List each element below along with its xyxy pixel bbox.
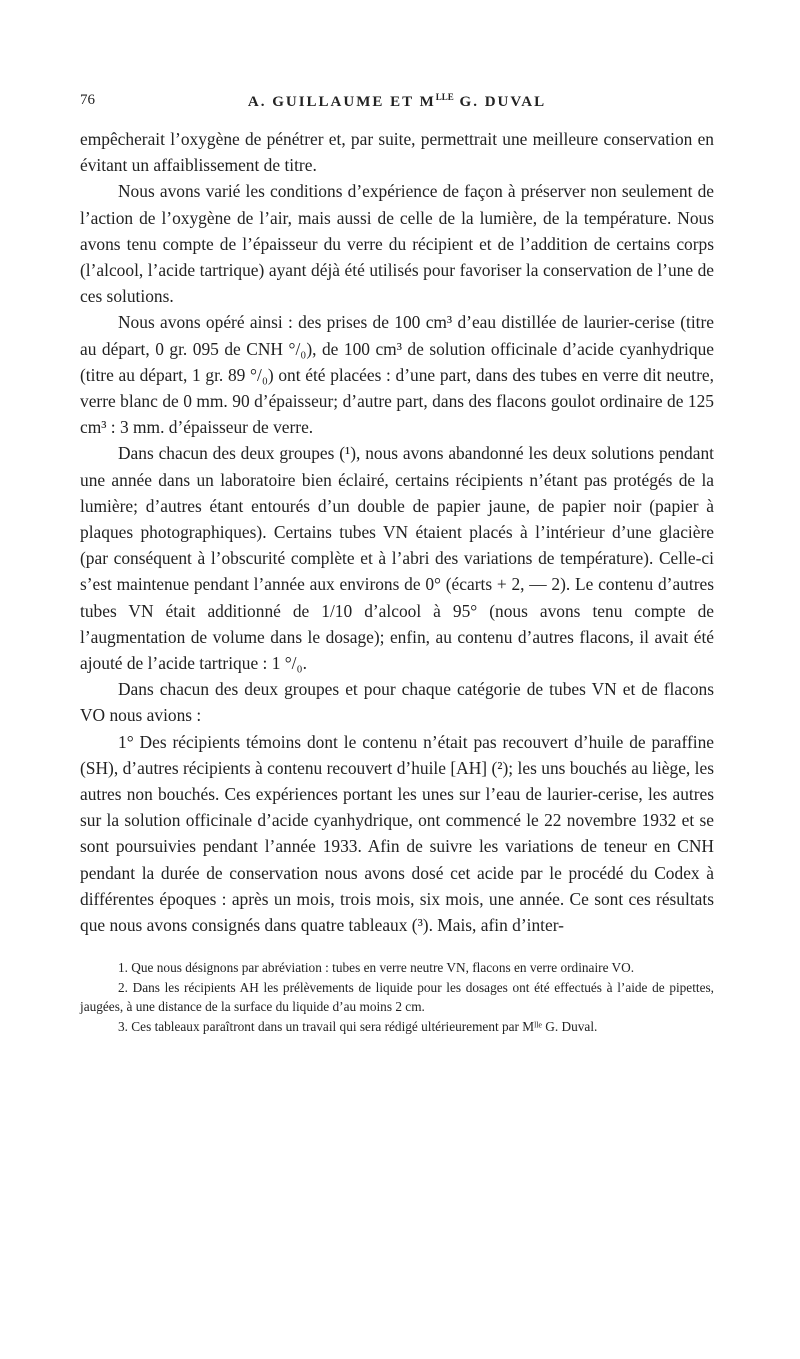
paragraph: empêcherait l’oxygène de pénétrer et, par suite, permettrait une meilleure conservation en évitant un affaiblissement de titre.	[80, 129, 714, 176]
footnote: 3. Ces tableaux paraîtront dans un travail qui sera rédigé ultérieurement par Mˡˡᵉ G. Duval.	[118, 1019, 598, 1035]
page	[80, 92, 714, 1037]
paragraph: Dans chacun des deux groupes (¹), nous avons abandonné les deux solutions pendant une année dans un laboratoire bien éclairé, certains récipients n’étant pas protégés de la lumière; d’autres étant entourés d’un double de papier jaune, de papier noir (papier à plaques photographiques). Certains tubes VN étaient placés à l’intérieur d’une glacière (par conséquent à l’obscurité complète et à l’abri des variations de température). Celle-ci s’est maintenue pendant l’année aux environs de 0° (écarts + 2, — 2). Le contenu d’autres tubes VN était additionné de 1/10 d’alcool à 95° (nous avons tenu compte de l’augmentation de volume dans le dosage); enfin, au contenu d’autres flacons, il avait été ajouté de l’acide tartrique : 1 °/₀.	[80, 443, 714, 674]
footnotes	[80, 958, 714, 1036]
paragraph: 1° Des récipients témoins dont le contenu n’était pas recouvert d’huile de paraffine (SH), d’autres récipients à contenu recouvert d’huile [AH] (²); les uns bouchés au liège, les autres non bouchés. Ces expériences portant les unes sur l’eau de laurier-cerise, les autres sur la solution officinale d’acide cyanhydrique, ont commencé le 22 novembre 1932 et se sont poursuivies pendant l’année 1933. Afin de suivre les variations de teneur en CNH pendant la durée de conservation nous avons dosé cet acide par le procédé du Codex à différentes époques : après un mois, trois mois, six mois, une année. Ce sont ces résultats que nous avons consignés dans quatre tableaux (³). Mais, afin d’inter-	[80, 731, 714, 936]
footnote: 2. Dans les récipients AH les prélèvements de liquide pour les dosages ont été effectués à l’aide de pipettes, jaugées, à une distance de la surface du liquide d’au moins 2 cm.	[80, 979, 714, 1015]
paragraph: Nous avons opéré ainsi : des prises de 100 cm³ d’eau distillée de laurier-cerise (titre au départ, 0 gr. 095 de CNH °/₀), de 100 cm³ de solution officinale d’acide cyanhydrique (titre au départ, 1 gr. 89 °/₀) ont été placées : d’une part, dans des tubes en verre dit neutre, verre blanc de 0 mm. 90 d’épaisseur; d’autre part, dans des flacons goulot ordinaire de 125 cm³ : 3 mm. d’épaisseur de verre.	[80, 312, 714, 438]
running-title-end: G. DUVAL	[453, 94, 547, 110]
running-title-authors: A. GUILLAUME ET M	[247, 94, 436, 110]
page-number: 76	[80, 92, 95, 108]
running-title-superscript: LLE	[435, 92, 454, 102]
paragraph: Nous avons varié les conditions d’expérience de façon à préserver non seulement de l’action de l’oxygène de l’air, mais aussi de celle de la lumière, de la température. Nous avons tenu compte de l’épaisseur du verre du récipient et de l’addition de certains corps (l’alcool, l’acide tartrique) ayant déjà été utilisés pour favoriser la conservation de l’une de ces solutions.	[80, 181, 714, 307]
body-text	[80, 126, 714, 938]
footnote: 1. Que nous désignons par abréviation : tubes en verre neutre VN, flacons en verre ordinaire VO.	[118, 960, 635, 976]
running-title	[80, 92, 714, 111]
running-head	[80, 92, 714, 126]
paragraph: Dans chacun des deux groupes et pour chaque catégorie de tubes VN et de flacons VO nous avions :	[80, 679, 714, 726]
